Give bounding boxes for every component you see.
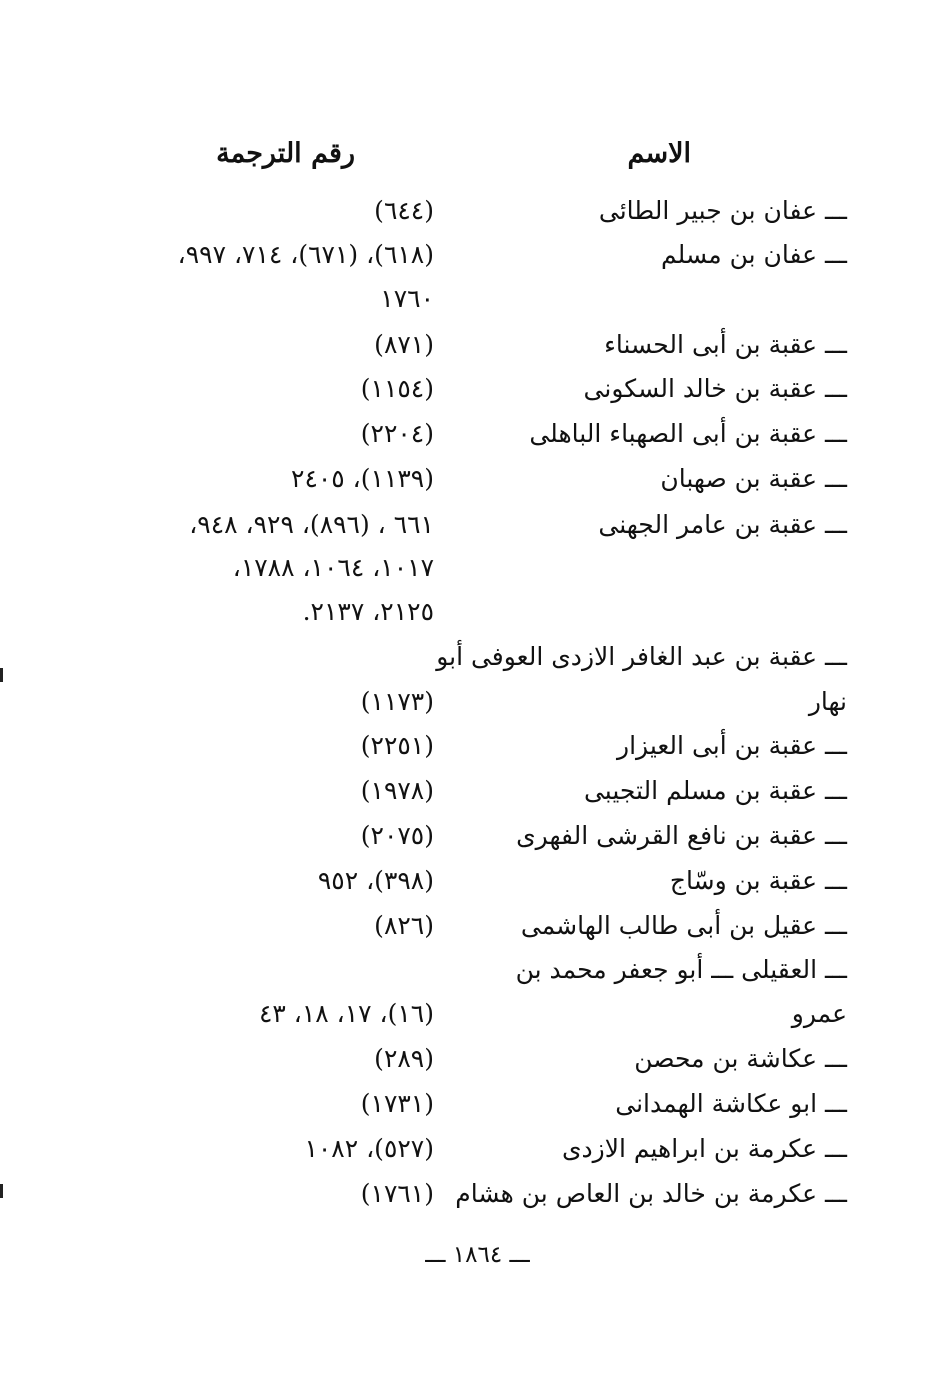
entry-name: عمرو (791, 999, 847, 1028)
entry-numbers: ١٠١٧، ١٠٦٤، ١٧٨٨، (232, 553, 434, 582)
index-row (2, 592, 847, 632)
entry-numbers: (٢٢٠٤) (360, 419, 434, 448)
entry-numbers: (١١٣٩)، ٢٤٠٥ (291, 464, 434, 493)
entry-name: ـــ عفان بن جبير الطائى (598, 196, 847, 225)
entry-numbers: (١٧٦١) (360, 1179, 434, 1208)
index-row (2, 906, 847, 946)
index-row (2, 861, 847, 901)
entry-name: ـــ العقيلى ـــ أبو جعفر محمد بن (515, 955, 847, 984)
entry-name: ـــ عقبة بن أبى الحسناء (604, 330, 847, 359)
column-header-name: الاسم (627, 138, 691, 169)
index-row (2, 369, 847, 409)
index-row (2, 325, 847, 365)
entry-numbers: (١٧٣١) (360, 1089, 434, 1118)
entry-numbers: (١٩٧٨) (360, 776, 434, 805)
entry-name: نهار (808, 687, 847, 716)
entry-name: ـــ ابو عكاشة الهمدانى (615, 1089, 847, 1118)
index-row (2, 726, 847, 766)
scan-edge-mark (0, 1184, 3, 1198)
index-row (2, 1129, 847, 1169)
entry-numbers: (١٦)، ١٧، ١٨، ٤٣ (258, 999, 434, 1028)
index-row (2, 235, 847, 275)
index-row (2, 191, 847, 231)
entry-numbers: (١١٧٣) (360, 687, 434, 716)
index-row (2, 279, 847, 319)
index-row (2, 1039, 847, 1079)
index-row (2, 994, 847, 1034)
entry-name: ـــ عقبة بن أبى الصهباء الباهلى (529, 419, 847, 448)
entry-name: ـــ عقبة بن عامر الجهنى (598, 510, 847, 539)
entry-numbers: (١١٥٤) (360, 374, 434, 403)
entry-numbers: (٨٧١) (374, 330, 434, 359)
index-row (2, 950, 847, 990)
index-row (2, 682, 847, 722)
scan-edge-mark (0, 668, 3, 682)
entry-numbers: (٥٢٧)، ١٠٨٢ (304, 1134, 434, 1163)
index-row (2, 1174, 847, 1214)
entry-name: ـــ عكرمة بن ابراهيم الازدى (561, 1134, 847, 1163)
entry-numbers: (٢٨٩) (374, 1044, 434, 1073)
entry-numbers: (٦١٨)، (٦٧١)، ٧١٤، ٩٩٧، (177, 240, 434, 269)
index-row (2, 548, 847, 588)
page-number: ـــ ١٨٦٤ ـــ (425, 1242, 530, 1268)
entry-name: ـــ عقبة بن مسلم التجيبى (583, 776, 847, 805)
index-row (2, 771, 847, 811)
index-row (2, 505, 847, 545)
entry-numbers: (٢٢٥١) (360, 731, 434, 760)
entry-name: ـــ عكاشة بن محصن (634, 1044, 847, 1073)
entry-numbers: ٢١٢٥، ٢١٣٧. (302, 597, 434, 626)
index-row (2, 816, 847, 856)
entry-numbers: (٦٤٤) (374, 196, 434, 225)
entry-numbers: ٦٦١ ، (٨٩٦)، ٩٢٩، ٩٤٨، (189, 510, 434, 539)
entry-name: ـــ عقبة بن خالد السكونى (583, 374, 847, 403)
entry-name: ـــ عقبة بن عبد الغافر الازدى العوفى أبو (436, 642, 847, 671)
entry-numbers: (٣٩٨)، ٩٥٢ (317, 866, 434, 895)
entry-numbers: ١٧٦٠ (380, 284, 434, 313)
entry-name: ـــ عقبة بن صهبان (660, 464, 847, 493)
entry-name: ـــ عقبة بن أبى العيزار (617, 731, 847, 760)
entry-numbers: (٢٠٧٥) (360, 821, 434, 850)
index-row (2, 637, 847, 677)
index-row (2, 414, 847, 454)
column-header-number: رقم الترجمة (216, 138, 355, 169)
entry-name: ـــ عقيل بن أبى طالب الهاشمى (520, 911, 847, 940)
entry-numbers: (٨٢٦) (374, 911, 434, 940)
entry-name: ـــ عقبة بن نافع القرشى الفهرى (516, 821, 847, 850)
entry-name: ـــ عكرمة بن خالد بن العاص بن هشام (455, 1179, 847, 1208)
entry-name: ـــ عفان بن مسلم (661, 240, 847, 269)
entry-name: ـــ عقبة بن وسّاج (669, 866, 847, 895)
index-row (2, 459, 847, 499)
index-row (2, 1084, 847, 1124)
